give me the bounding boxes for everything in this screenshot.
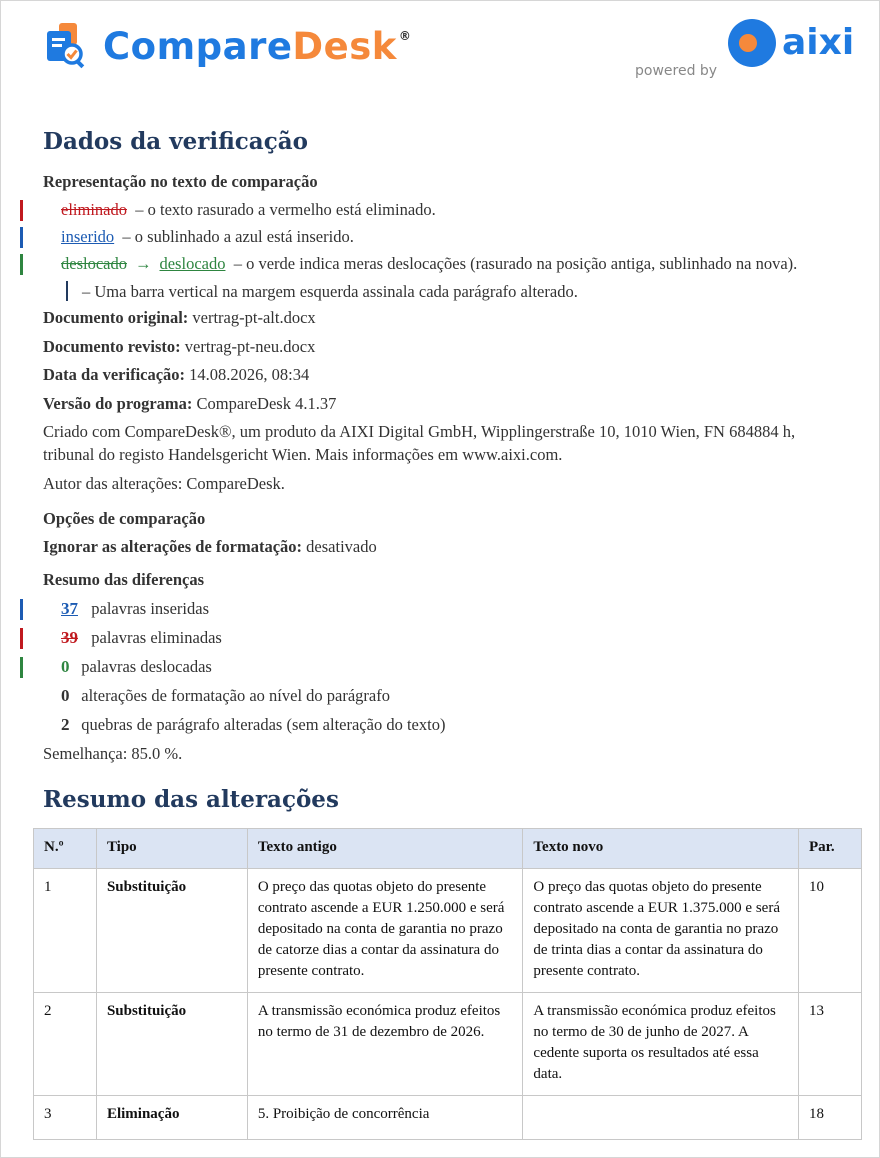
summary-inserted: 37 palavras inseridas: [61, 599, 209, 618]
summary-title: Resumo das diferenças: [43, 570, 205, 589]
created-with-line1: Criado com CompareDesk®, um produto da AIXI Digital GmbH, Wipplingerstraße 10, 1010 Wien, FN 684884 h,: [43, 422, 796, 441]
legend-title: Representação no texto de comparação: [43, 172, 318, 191]
legend-deleted: eliminado – o texto rasurado a vermelho está eliminado.: [61, 200, 436, 219]
cell-paragraph: 10: [798, 869, 861, 993]
change-bar-blue: [20, 227, 23, 248]
cell-new-text: A transmissão económica produz efeitos no termo de 30 de junho de 2027. A cedente suporta os resultados até essa data.: [523, 993, 799, 1096]
author-line: Autor das alterações: CompareDesk.: [43, 474, 285, 493]
cell-new-text: O preço das quotas objeto do presente contrato ascende a EUR 1.375.000 e será depositado na conta de garantia no prazo de trinta dias a contar da assinatura do presente contrato.: [523, 869, 799, 993]
cell-type: Substituição: [96, 869, 247, 993]
aixi-circle-icon: [728, 19, 776, 67]
col-header-paragraph: Par.: [798, 829, 861, 869]
cell-new-text: [523, 1096, 799, 1140]
program-version: Versão do programa: CompareDesk 4.1.37: [43, 394, 337, 413]
change-bar-green: [20, 657, 23, 678]
cell-paragraph: 13: [798, 993, 861, 1096]
changes-table: [33, 828, 862, 1140]
brand-name: CompareDesk ®: [103, 24, 412, 68]
table-row: [34, 1096, 862, 1140]
section-heading: Dados da verificação: [43, 128, 308, 155]
summary-moved: 0 palavras deslocadas: [61, 657, 212, 676]
legend-inserted: inserido – o sublinhado a azul está inserido.: [61, 227, 354, 246]
comparedesk-logo: [45, 21, 411, 71]
ignore-formatting: Ignorar as alterações de formatação: desativado: [43, 537, 377, 556]
similarity: Semelhança: 85.0 %.: [43, 744, 183, 763]
change-bar-green: [20, 254, 23, 275]
summary-paragraph-breaks: 2 quebras de parágrafo alteradas (sem alteração do texto): [61, 715, 446, 734]
summary-deleted: 39 palavras eliminadas: [61, 628, 222, 647]
check-date: Data da verificação: 14.08.2026, 08:34: [43, 365, 310, 384]
change-bar-blue: [20, 599, 23, 620]
vertical-bar-icon: [66, 281, 68, 301]
change-bar-red: [20, 628, 23, 649]
options-title: Opções de comparação: [43, 509, 206, 528]
cell-type: Substituição: [96, 993, 247, 1096]
legend-moved: deslocado → deslocado – o verde indica meras deslocações (rasurado na posição antiga, sublinhado na nova).: [61, 254, 798, 273]
col-header-number: N.º: [34, 829, 97, 869]
original-document: Documento original: vertrag-pt-alt.docx: [43, 308, 316, 327]
legend-change-bar: – Uma barra vertical na margem esquerda assinala cada parágrafo alterado.: [63, 281, 578, 302]
col-header-type: Tipo: [96, 829, 247, 869]
cell-paragraph: 18: [798, 1096, 861, 1140]
col-header-new-text: Texto novo: [523, 829, 799, 869]
cell-old-text: O preço das quotas objeto do presente contrato ascende a EUR 1.250.000 e será depositado na conta de garantia no prazo de catorze dias a contar da assinatura do presente contrato.: [247, 869, 523, 993]
cell-number: 2: [34, 993, 97, 1096]
cell-type: Eliminação: [96, 1096, 247, 1140]
table-row: [34, 869, 862, 993]
col-header-old-text: Texto antigo: [247, 829, 523, 869]
change-bar-red: [20, 200, 23, 221]
created-with-line2: tribunal do registo Handelsgericht Wien. Mais informações em www.aixi.com.: [43, 445, 563, 464]
changes-heading: Resumo das alterações: [43, 786, 339, 813]
table-row: [34, 993, 862, 1096]
aixi-logo: aixi: [728, 19, 854, 67]
cell-old-text: A transmissão económica produz efeitos no termo de 31 de dezembro de 2026.: [247, 993, 523, 1096]
table-header-row: [34, 829, 862, 869]
cell-old-text: 5. Proibição de concorrência: [247, 1096, 523, 1140]
revised-document: Documento revisto: vertrag-pt-neu.docx: [43, 337, 316, 356]
cell-number: 1: [34, 869, 97, 993]
cell-number: 3: [34, 1096, 97, 1140]
summary-formatting: 0 alterações de formatação ao nível do parágrafo: [61, 686, 390, 705]
document-compare-icon: [45, 23, 87, 69]
powered-by-label: powered by: [635, 63, 718, 79]
